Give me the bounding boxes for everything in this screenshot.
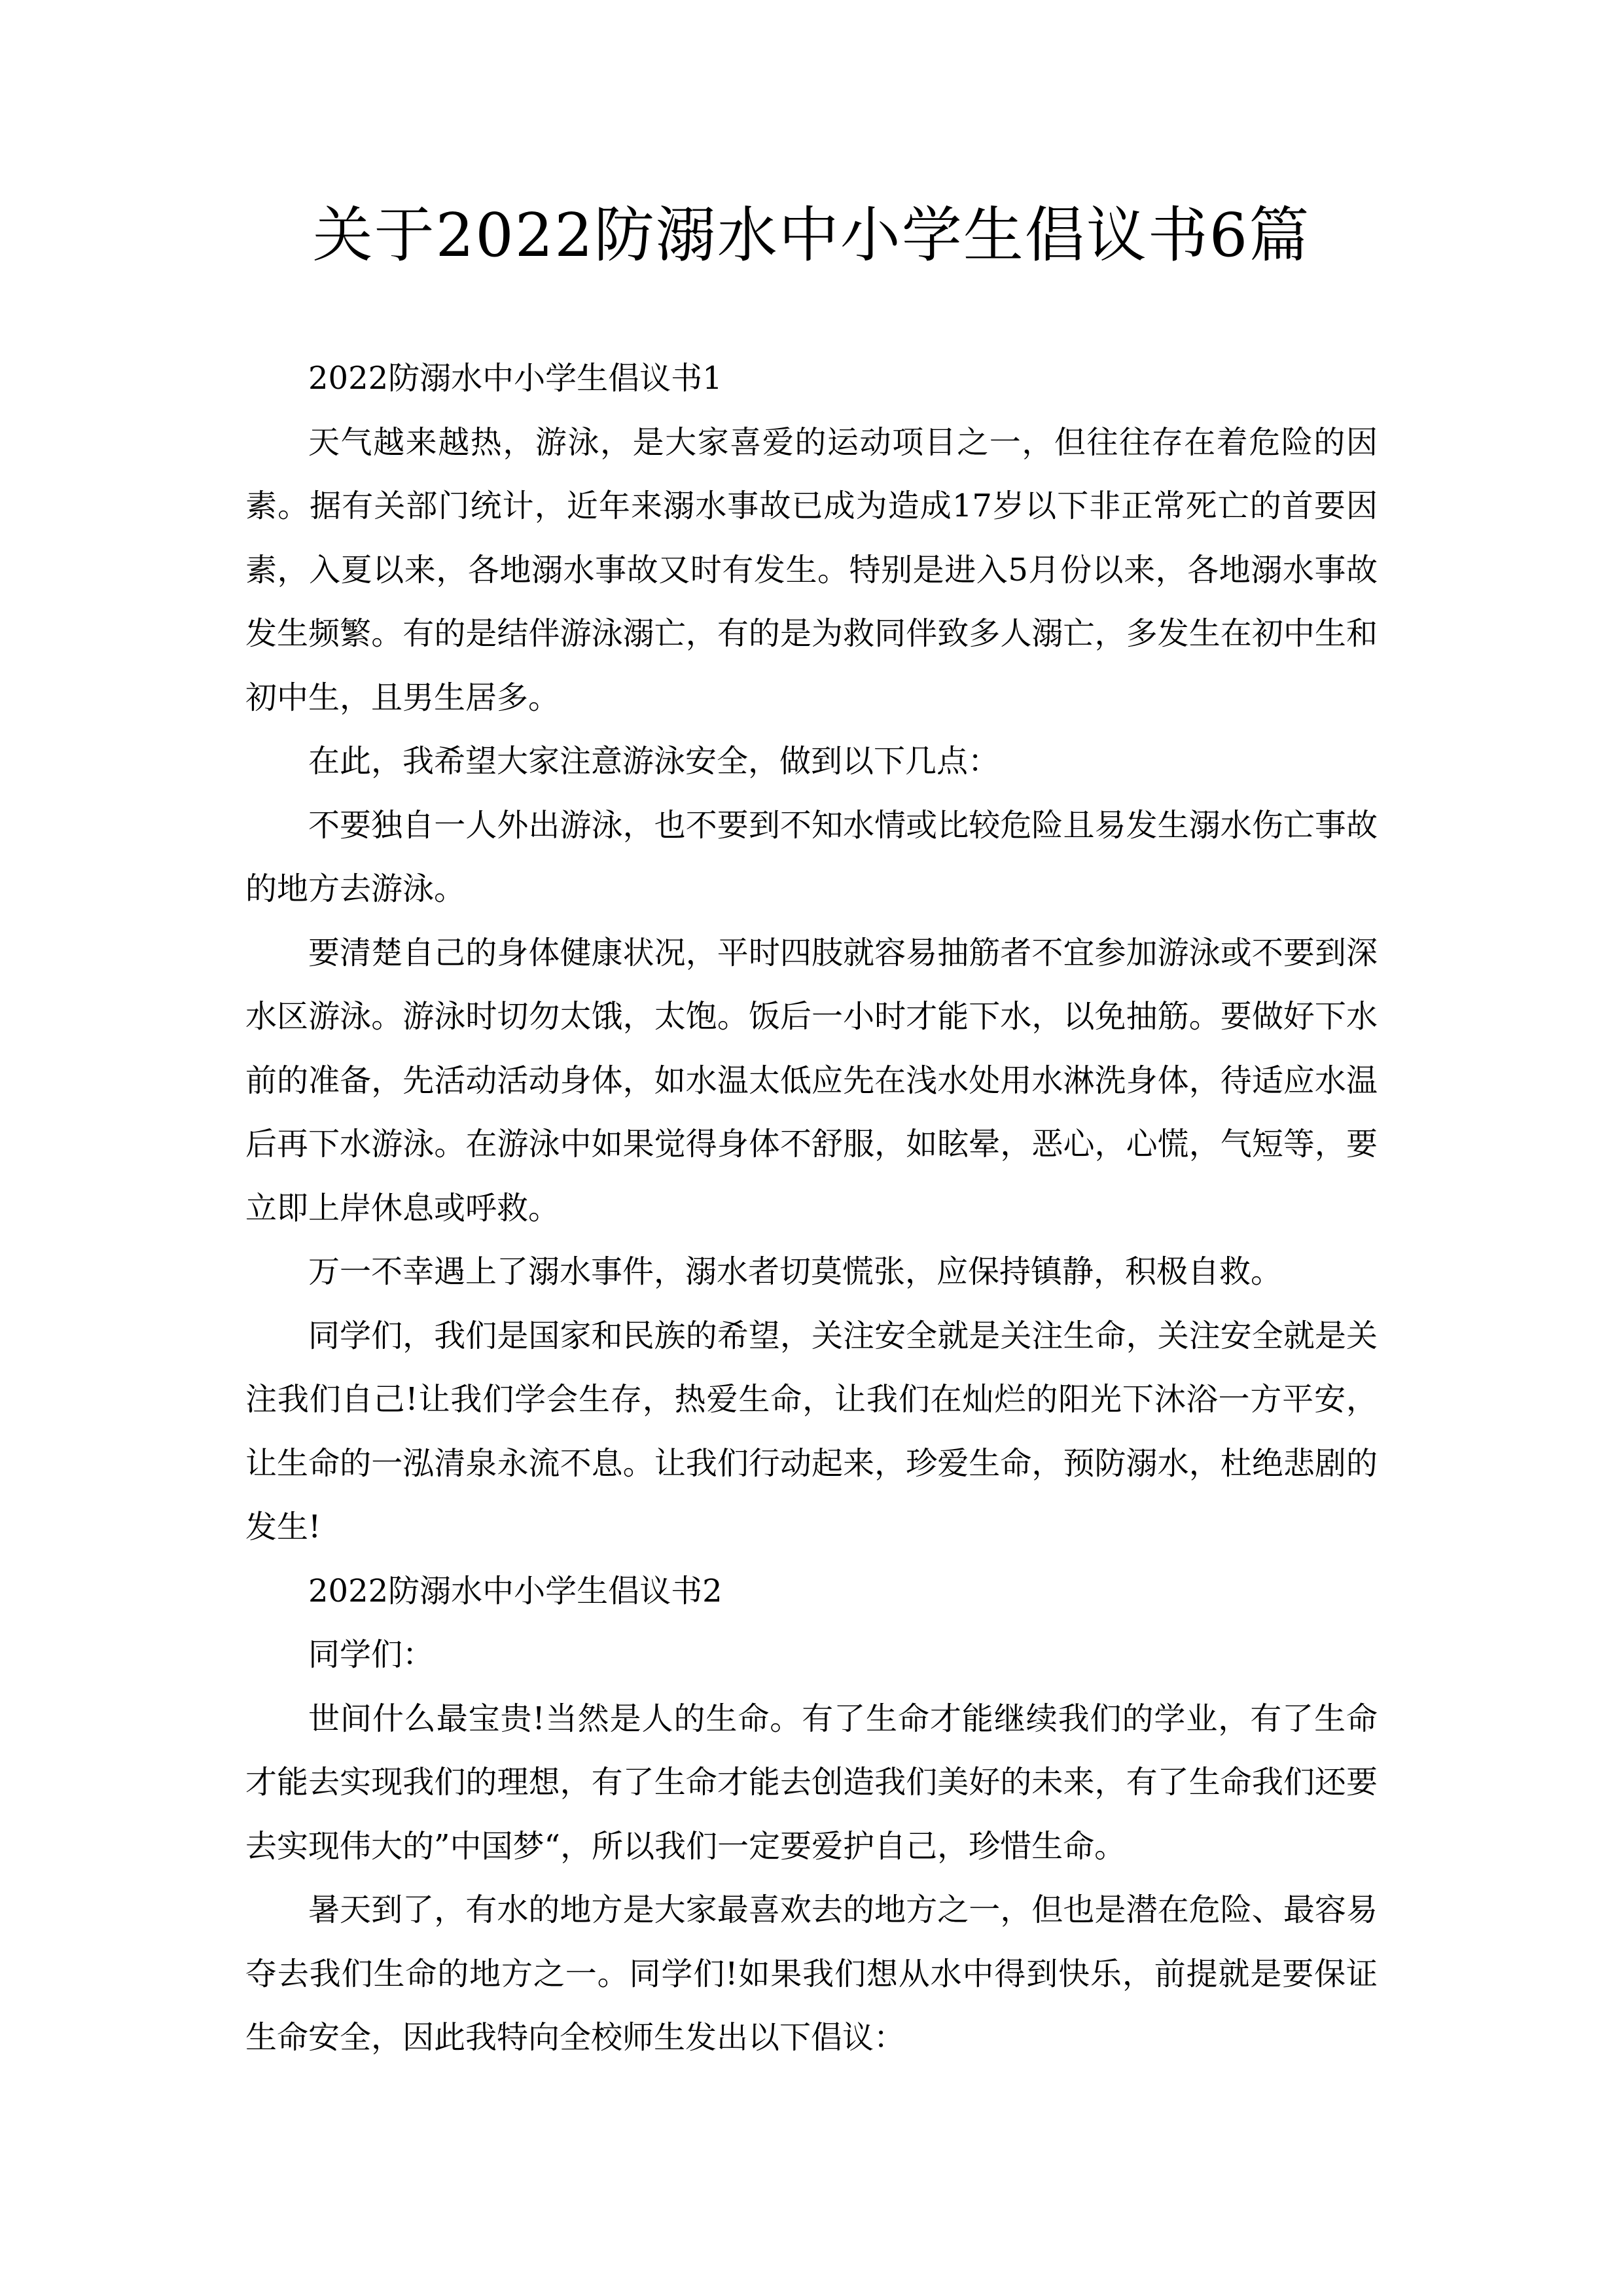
paragraph: 天气越来越热，游泳，是大家喜爱的运动项目之一，但往往存在着危险的因素。据有关部门统计，近年来溺水事故已成为造成17岁以下非正常死亡的首要因素，入夏以来，各地溺水事故又时有发生。特别是进入5月份以来，各地溺水事故发生频繁。有的是结伴游泳溺亡，有的是为救同伴致多人溺亡，多发生在初中生和初中生，且男生居多。 — [245, 423, 1378, 716]
document-title: 关于2022防溺水中小学生倡议书6篇 — [312, 200, 1311, 270]
paragraph: 要清楚自己的身体健康状况，平时四肢就容易抽筋者不宜参加游泳或不要到深水区游泳。游泳时切勿太饿，太饱。饭后一小时才能下水，以免抽筋。要做好下水前的准备，先活动活动身体，如水温太低应先在浅水处用水淋洗身体，待适应水温后再下水游泳。在游泳中如果觉得身体不舒服，如眩晕，恶心，心慌，气短等，要立即上岸休息或呼救。 — [245, 934, 1378, 1227]
paragraph: 在此，我希望大家注意游泳安全，做到以下几点： — [308, 743, 1000, 780]
paragraph: 万一不幸遇上了溺水事件，溺水者切莫慌张，应保持镇静，积极自救。 — [308, 1253, 1283, 1290]
salutation: 同学们： — [308, 1636, 435, 1673]
paragraph: 不要独自一人外出游泳，也不要到不知水情或比较危险且易发生溺水伤亡事故的地方去游泳。 — [245, 806, 1378, 907]
section-heading-1: 2022防溺水中小学生倡议书1 — [308, 360, 722, 397]
document-body — [245, 347, 1378, 2070]
paragraph: 世间什么最宝贵!当然是人的生命。有了生命才能继续我们的学业，有了生命才能去实现我们的理想，有了生命才能去创造我们美好的未来，有了生命我们还要去实现伟大的”中国梦“，所以我们一定要爱护自己，珍惜生命。 — [245, 1700, 1378, 1865]
paragraph: 暑天到了，有水的地方是大家最喜欢去的地方之一，但也是潜在危险、最容易夺去我们生命的地方之一。同学们!如果我们想从水中得到快乐，前提就是要保证生命安全，因此我特向全校师生发出以下倡议： — [245, 1892, 1378, 2056]
paragraph: 同学们，我们是国家和民族的希望，关注安全就是关注生命，关注安全就是关注我们自己!让我们学会生存，热爱生命，让我们在灿烂的阳光下沐浴一方平安，让生命的一泓清泉永流不息。让我们行动起来，珍爱生命，预防溺水，杜绝悲剧的发生! — [245, 1317, 1378, 1545]
section-heading-2: 2022防溺水中小学生倡议书2 — [308, 1572, 722, 1609]
